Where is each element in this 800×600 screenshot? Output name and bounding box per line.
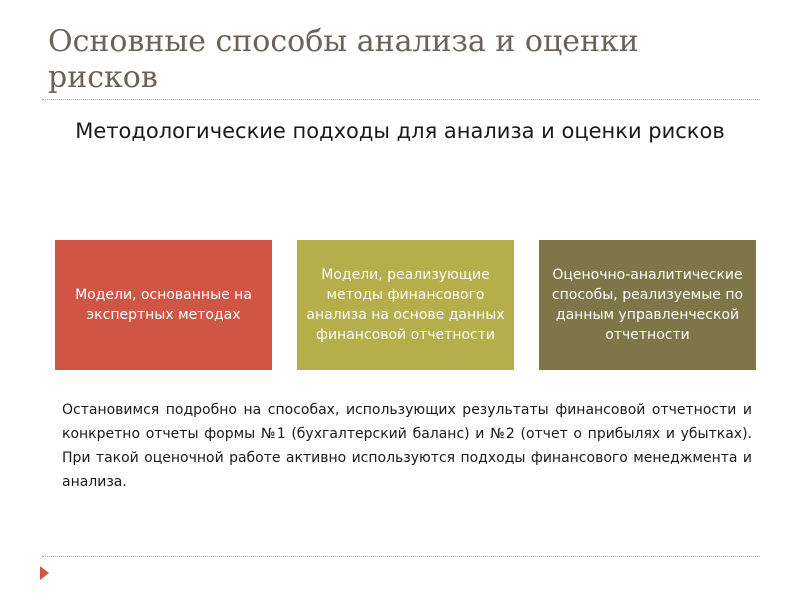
approach-box-expert-label: Модели, основанные на экспертных методах [75,287,252,323]
top-divider [42,99,760,100]
approach-box-financial-label: Модели, реализующие методы финансового анализа на основе данных финансовой отчетности [306,267,505,343]
body-paragraph: Остановимся подробно на способах, использующих результаты финансовой отчетности и конкретно отчеты формы №1 (бухгалтерский баланс) и №2 (отчет о прибылях и убытках). При такой оценочной работе активно используются подходы финансового менеджмента и анализа. [62,402,752,490]
bottom-divider [42,556,760,557]
approach-box-financial [297,240,514,370]
slide-subtitle: Методологические подходы для анализа и оценки рисков [75,119,725,143]
approach-box-expert [55,240,272,370]
approach-box-management [539,240,756,370]
triangle-right-icon [40,566,49,580]
slide-title: Основные способы анализа и оценки рисков [48,24,639,95]
approach-box-management-label: Оценочно-аналитические способы, реализуемые по данным управленческой отчетности [551,267,744,343]
